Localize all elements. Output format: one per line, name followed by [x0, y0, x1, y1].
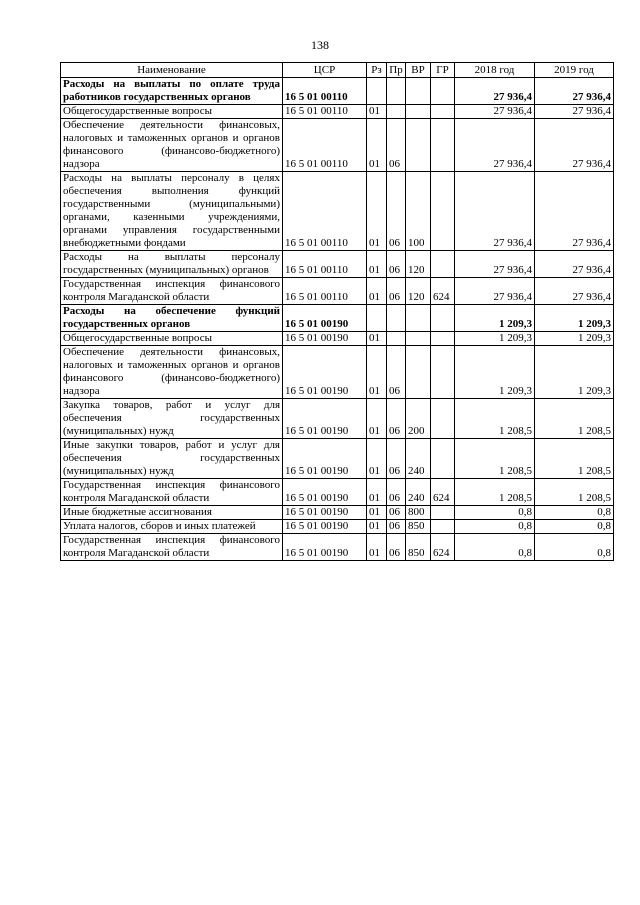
cell-gr — [431, 105, 455, 119]
table-row — [61, 78, 614, 105]
cell-vr — [406, 78, 431, 105]
cell-2018: 0,8 — [455, 520, 535, 534]
cell-2018: 1 208,5 — [455, 479, 535, 506]
cell-vr: 120 — [406, 251, 431, 278]
cell-gr — [431, 506, 455, 520]
cell-rz — [367, 305, 387, 332]
cell-2019: 27 936,4 — [535, 278, 614, 305]
cell-name: Иные закупки товаров, работ и услуг для обеспечения государственных (муниципальных) нужд — [61, 439, 283, 479]
cell-csr: 16 5 01 00110 — [283, 278, 367, 305]
cell-csr: 16 5 01 00190 — [283, 346, 367, 399]
cell-gr — [431, 332, 455, 346]
cell-vr — [406, 105, 431, 119]
cell-pr: 06 — [387, 172, 406, 251]
cell-name: Государственная инспекция финансового контроля Магаданской области — [61, 278, 283, 305]
table-row — [61, 534, 614, 561]
cell-2018: 27 936,4 — [455, 78, 535, 105]
cell-rz: 01 — [367, 506, 387, 520]
cell-csr: 16 5 01 00110 — [283, 172, 367, 251]
cell-pr — [387, 305, 406, 332]
cell-name: Расходы на выплаты по оплате труда работников государственных органов — [61, 78, 283, 105]
cell-name: Расходы на выплаты персоналу государственных (муниципальных) органов — [61, 251, 283, 278]
cell-vr — [406, 346, 431, 399]
cell-vr — [406, 332, 431, 346]
cell-vr — [406, 305, 431, 332]
cell-pr: 06 — [387, 251, 406, 278]
table-row — [61, 278, 614, 305]
cell-name: Обеспечение деятельности финансовых, налоговых и таможенных органов и органов финансового (финансово-бюджетного) надзора — [61, 119, 283, 172]
cell-gr — [431, 346, 455, 399]
table-row — [61, 105, 614, 119]
cell-rz: 01 — [367, 399, 387, 439]
cell-2019: 1 209,3 — [535, 332, 614, 346]
cell-csr: 16 5 01 00190 — [283, 520, 367, 534]
table-header-row — [61, 63, 614, 78]
cell-rz: 01 — [367, 346, 387, 399]
cell-gr — [431, 520, 455, 534]
cell-vr — [406, 119, 431, 172]
table-row — [61, 119, 614, 172]
cell-csr: 16 5 01 00190 — [283, 305, 367, 332]
cell-2019: 1 208,5 — [535, 479, 614, 506]
cell-2019: 1 209,3 — [535, 305, 614, 332]
cell-csr: 16 5 01 00110 — [283, 105, 367, 119]
cell-2018: 27 936,4 — [455, 119, 535, 172]
cell-gr — [431, 251, 455, 278]
cell-name: Иные бюджетные ассигнования — [61, 506, 283, 520]
cell-gr — [431, 399, 455, 439]
cell-2018: 1 209,3 — [455, 346, 535, 399]
table-body — [61, 78, 614, 561]
cell-name: Государственная инспекция финансового контроля Магаданской области — [61, 479, 283, 506]
cell-2018: 1 208,5 — [455, 439, 535, 479]
cell-2018: 27 936,4 — [455, 278, 535, 305]
table-row — [61, 172, 614, 251]
cell-gr — [431, 172, 455, 251]
cell-2018: 27 936,4 — [455, 105, 535, 119]
header-2018: 2018 год — [455, 63, 535, 78]
cell-vr: 240 — [406, 439, 431, 479]
cell-pr: 06 — [387, 439, 406, 479]
cell-2018: 0,8 — [455, 534, 535, 561]
cell-pr: 06 — [387, 534, 406, 561]
cell-gr — [431, 78, 455, 105]
cell-csr: 16 5 01 00190 — [283, 534, 367, 561]
cell-2019: 0,8 — [535, 534, 614, 561]
header-rz: Рз — [367, 63, 387, 78]
cell-pr — [387, 332, 406, 346]
cell-pr: 06 — [387, 479, 406, 506]
cell-vr: 800 — [406, 506, 431, 520]
cell-gr — [431, 305, 455, 332]
cell-rz: 01 — [367, 172, 387, 251]
table-row — [61, 520, 614, 534]
budget-table — [60, 62, 614, 561]
cell-2018: 1 208,5 — [455, 399, 535, 439]
cell-vr: 240 — [406, 479, 431, 506]
header-pr: Пр — [387, 63, 406, 78]
cell-2019: 1 209,3 — [535, 346, 614, 399]
cell-pr: 06 — [387, 520, 406, 534]
cell-2019: 27 936,4 — [535, 251, 614, 278]
header-name: Наименование — [61, 63, 283, 78]
cell-2018: 0,8 — [455, 506, 535, 520]
cell-2019: 1 208,5 — [535, 399, 614, 439]
cell-rz — [367, 78, 387, 105]
cell-gr: 624 — [431, 278, 455, 305]
cell-pr: 06 — [387, 278, 406, 305]
cell-2019: 27 936,4 — [535, 172, 614, 251]
cell-2018: 1 209,3 — [455, 332, 535, 346]
cell-2018: 27 936,4 — [455, 251, 535, 278]
header-vr: ВР — [406, 63, 431, 78]
cell-rz: 01 — [367, 332, 387, 346]
cell-gr: 624 — [431, 534, 455, 561]
cell-name: Расходы на выплаты персоналу в целях обеспечения выполнения функций государственными (муниципальными) органами, казенными учреждениями, органами управления государственными внебюджетными фондами — [61, 172, 283, 251]
cell-csr: 16 5 01 00190 — [283, 506, 367, 520]
table-row — [61, 305, 614, 332]
cell-name: Обеспечение деятельности финансовых, налоговых и таможенных органов и органов финансового (финансово-бюджетного) надзора — [61, 346, 283, 399]
table-row — [61, 332, 614, 346]
cell-2019: 1 208,5 — [535, 439, 614, 479]
header-2019: 2019 год — [535, 63, 614, 78]
cell-name: Расходы на обеспечение функций государственных органов — [61, 305, 283, 332]
cell-2019: 27 936,4 — [535, 105, 614, 119]
cell-name: Закупка товаров, работ и услуг для обеспечения государственных (муниципальных) нужд — [61, 399, 283, 439]
cell-csr: 16 5 01 00110 — [283, 78, 367, 105]
cell-vr: 850 — [406, 520, 431, 534]
header-csr: ЦСР — [283, 63, 367, 78]
cell-gr: 624 — [431, 479, 455, 506]
cell-name: Государственная инспекция финансового контроля Магаданской области — [61, 534, 283, 561]
cell-name: Уплата налогов, сборов и иных платежей — [61, 520, 283, 534]
table-row — [61, 506, 614, 520]
header-gr: ГР — [431, 63, 455, 78]
table-row — [61, 251, 614, 278]
cell-pr: 06 — [387, 506, 406, 520]
cell-csr: 16 5 01 00190 — [283, 439, 367, 479]
cell-csr: 16 5 01 00110 — [283, 251, 367, 278]
table-row — [61, 399, 614, 439]
cell-2018: 27 936,4 — [455, 172, 535, 251]
cell-2019: 0,8 — [535, 506, 614, 520]
cell-pr — [387, 105, 406, 119]
cell-rz: 01 — [367, 534, 387, 561]
cell-name: Общегосударственные вопросы — [61, 105, 283, 119]
cell-2019: 0,8 — [535, 520, 614, 534]
cell-rz: 01 — [367, 520, 387, 534]
cell-pr: 06 — [387, 119, 406, 172]
page-number: 138 — [311, 38, 329, 52]
cell-rz: 01 — [367, 479, 387, 506]
cell-rz: 01 — [367, 278, 387, 305]
cell-2018: 1 209,3 — [455, 305, 535, 332]
cell-rz: 01 — [367, 251, 387, 278]
cell-rz: 01 — [367, 105, 387, 119]
cell-csr: 16 5 01 00190 — [283, 332, 367, 346]
cell-vr: 200 — [406, 399, 431, 439]
table-row — [61, 346, 614, 399]
cell-rz: 01 — [367, 439, 387, 479]
cell-vr: 100 — [406, 172, 431, 251]
cell-csr: 16 5 01 00190 — [283, 479, 367, 506]
cell-pr: 06 — [387, 399, 406, 439]
cell-csr: 16 5 01 00110 — [283, 119, 367, 172]
cell-rz: 01 — [367, 119, 387, 172]
cell-csr: 16 5 01 00190 — [283, 399, 367, 439]
cell-gr — [431, 119, 455, 172]
cell-2019: 27 936,4 — [535, 119, 614, 172]
cell-name: Общегосударственные вопросы — [61, 332, 283, 346]
table-row — [61, 479, 614, 506]
cell-pr — [387, 78, 406, 105]
cell-2019: 27 936,4 — [535, 78, 614, 105]
cell-vr: 120 — [406, 278, 431, 305]
cell-pr: 06 — [387, 346, 406, 399]
table-row — [61, 439, 614, 479]
cell-gr — [431, 439, 455, 479]
cell-vr: 850 — [406, 534, 431, 561]
